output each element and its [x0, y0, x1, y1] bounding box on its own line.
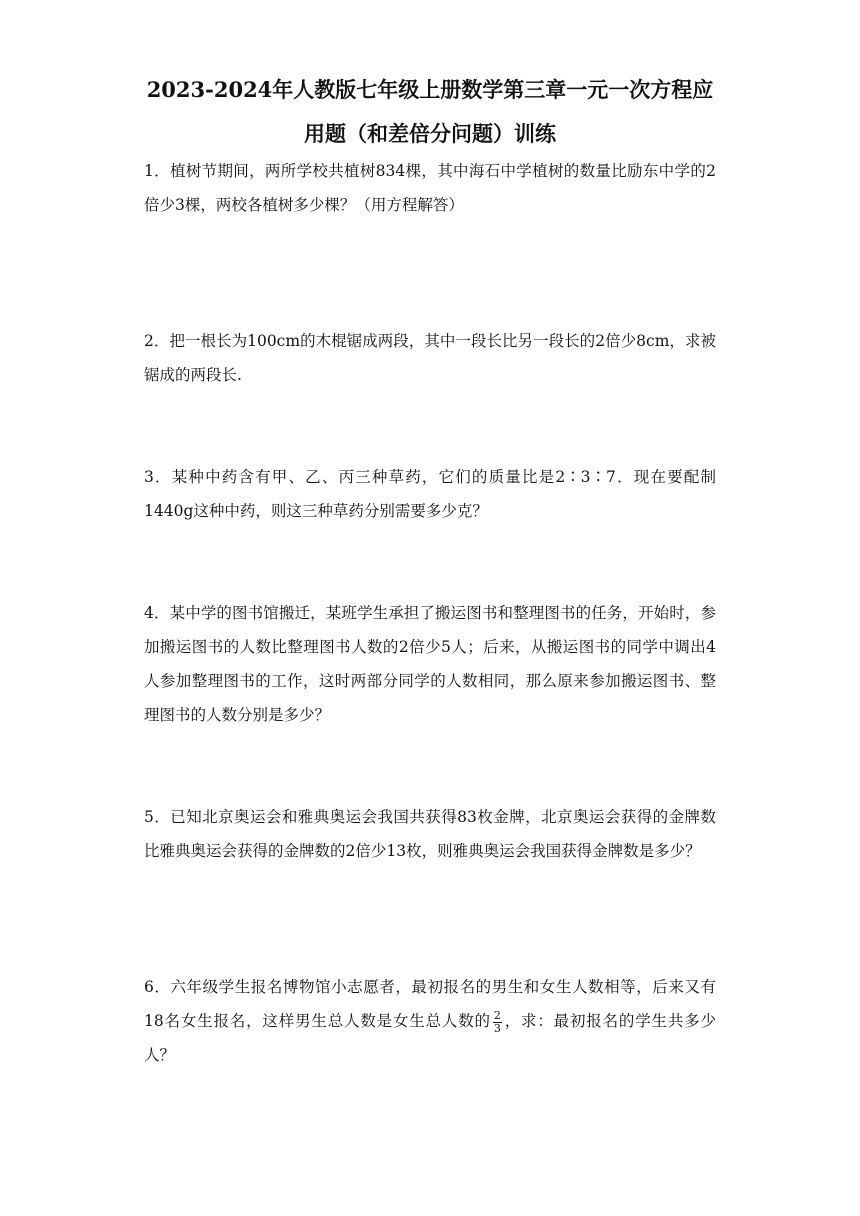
question-text: 植树节期间，两所学校共植树834棵，其中海石中学植树的数量比励东中学的2倍少3棵，两校各植树多少棵？（用方程解答） [144, 162, 716, 214]
question-2 [144, 324, 716, 392]
document-title-line-1: 2023-2024年人教版七年级上册数学第三章一元一次方程应 [146, 77, 714, 102]
question-number: 1． [144, 162, 171, 180]
question-text: 已知北京奥运会和雅典奥运会我国共获得83枚金牌，北京奥运会获得的金牌数比雅典奥运会获得的金牌数的2倍少13枚，则雅典奥运会我国获得金牌数是多少？ [144, 808, 716, 860]
question-text-after: ，求：最初报名的学生共多少人？ [144, 1012, 716, 1064]
question-1 [144, 154, 716, 222]
question-text: 把一根长为100cm的木棍锯成两段，其中一段长比另一段长的2倍少8cm，求被锯成的两段长. [144, 332, 716, 384]
fraction [493, 1010, 502, 1035]
document-title-line-2: 用题（和差倍分问题）训练 [304, 121, 556, 146]
question-number: 2． [144, 332, 170, 350]
fraction-denominator: 3 [493, 1021, 501, 1035]
question-6 [144, 970, 716, 1072]
fraction-numerator: 2 [493, 1008, 501, 1022]
question-text-before: 六年级学生报名博物馆小志愿者，最初报名的男生和女生人数相等，后来又有18名女生报名，这样男生总人数是女生总人数的 [144, 978, 716, 1030]
question-text: 某种中药含有甲、乙、丙三种草药，它们的质量比是2∶3∶7．现在要配制1440g这种中药，则这三种草药分别需要多少克？ [144, 468, 716, 520]
question-text: 某中学的图书馆搬迁，某班学生承担了搬运图书和整理图书的任务，开始时，参加搬运图书的人数比整理图书人数的2倍少5人；后来，从搬运图书的同学中调出4人参加整理图书的工作，这时两部分同学的人数相同，那么原来参加搬运图书、整理图书的人数分别是多少？ [144, 604, 716, 724]
question-number: 3． [144, 468, 172, 486]
question-number: 6． [144, 978, 171, 996]
question-number: 5． [144, 808, 171, 826]
question-4 [144, 596, 716, 732]
question-5 [144, 800, 716, 868]
question-3 [144, 460, 716, 528]
question-number: 4． [144, 604, 170, 622]
